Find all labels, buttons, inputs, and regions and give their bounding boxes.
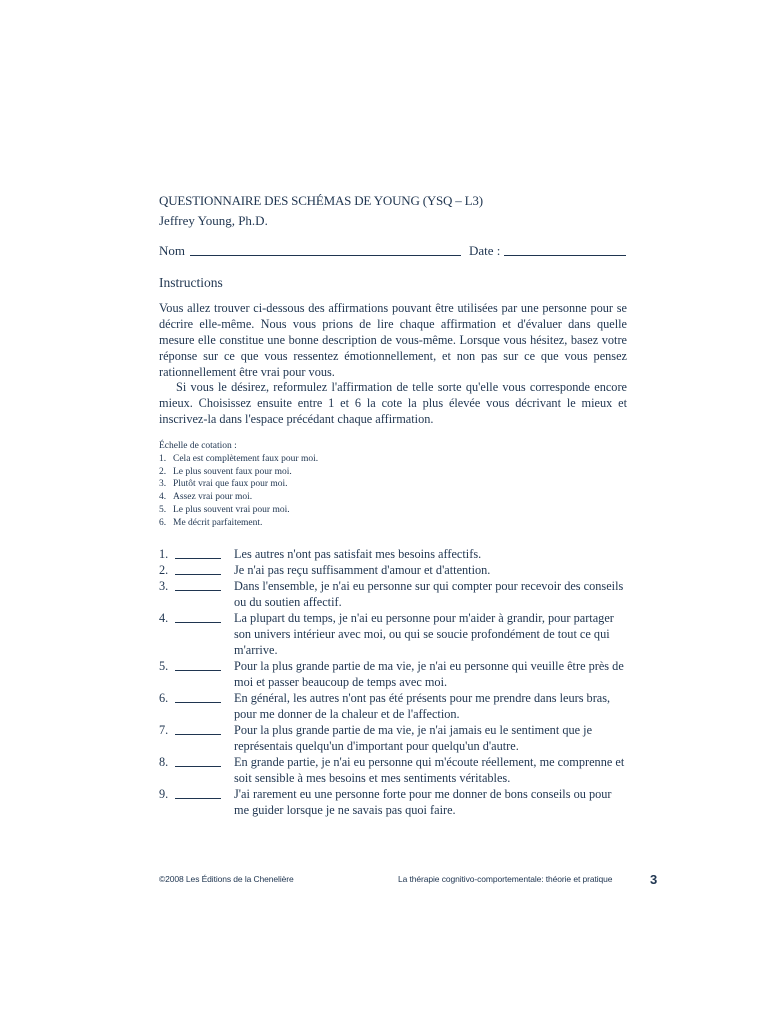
questionnaire-title: QUESTIONNAIRE DES SCHÉMAS DE YOUNG (YSQ – L3) <box>159 193 483 208</box>
footer-copyright: ©2008 Les Éditions de la Chenelière <box>159 874 294 884</box>
question-text: Je n'ai pas reçu suffisamment d'amour et d'attention. <box>234 563 491 577</box>
answer-blank[interactable] <box>175 754 221 767</box>
rating-text: Assez vrai pour moi. <box>173 492 253 503</box>
question-text: Les autres n'ont pas satisfait mes besoins affectifs. <box>234 547 482 561</box>
rating-scale <box>159 440 318 530</box>
question-number: 5. <box>159 659 169 673</box>
question-item <box>159 786 629 818</box>
question-text: En général, les autres n'ont pas été présents pour me prendre dans leurs bras, pour me donner de la chaleur et de l'affection. <box>234 691 611 721</box>
answer-blank[interactable] <box>175 690 221 703</box>
rating-text: Le plus souvent vrai pour moi. <box>173 504 290 515</box>
question-item <box>159 690 629 722</box>
footer-book-title: La thérapie cognitivo-comportementale: théorie et pratique <box>398 874 613 884</box>
rating-scale-item <box>159 453 318 466</box>
rating-number: 1. <box>159 453 167 464</box>
rating-number: 2. <box>159 466 167 477</box>
rating-scale-list <box>159 453 318 530</box>
page-number: 3 <box>650 872 658 887</box>
question-item <box>159 754 629 786</box>
question-number: 3. <box>159 579 169 593</box>
answer-blank[interactable] <box>175 578 221 591</box>
question-text: La plupart du temps, je n'ai eu personne pour m'aider à grandir, pour partager son univers intérieur avec moi, ou qui se soucie profondément de tout ce qui m'arrive. <box>234 611 614 657</box>
rating-scale-item <box>159 478 318 491</box>
question-text: Pour la plus grande partie de ma vie, je n'ai eu personne qui veuille être près de moi et passer beaucoup de temps avec moi. <box>234 659 624 689</box>
question-number: 9. <box>159 787 169 801</box>
instructions-heading: Instructions <box>159 275 223 290</box>
question-item <box>159 610 629 658</box>
rating-scale-title: Échelle de cotation : <box>159 441 237 451</box>
question-number: 8. <box>159 755 169 769</box>
rating-number: 5. <box>159 504 167 515</box>
answer-blank[interactable] <box>175 658 221 671</box>
rating-scale-item <box>159 466 318 479</box>
answer-blank[interactable] <box>175 786 221 799</box>
question-number: 1. <box>159 547 169 561</box>
question-number: 6. <box>159 691 169 705</box>
name-field-line[interactable] <box>190 255 461 256</box>
question-number: 7. <box>159 723 169 737</box>
rating-number: 3. <box>159 479 167 490</box>
answer-blank[interactable] <box>175 610 221 623</box>
rating-scale-item <box>159 504 318 517</box>
rating-number: 4. <box>159 492 167 503</box>
question-text: J'ai rarement eu une personne forte pour me donner de bons conseils ou pour me guider lorsque je ne savais pas quoi faire. <box>234 787 612 817</box>
rating-text: Me décrit parfaitement. <box>173 517 263 528</box>
question-text: Pour la plus grande partie de ma vie, je n'ai jamais eu le sentiment que je représentais quelqu'un d'important pour quelqu'un d'autre. <box>234 723 593 753</box>
question-number: 4. <box>159 611 169 625</box>
answer-blank[interactable] <box>175 562 221 575</box>
rating-scale-item <box>159 491 318 504</box>
question-item <box>159 546 629 562</box>
name-date-row <box>159 243 627 261</box>
question-text: En grande partie, je n'ai eu personne qui m'écoute réellement, me comprenne et soit sensible à mes besoins et mes sentiments véritables. <box>234 755 625 785</box>
question-item <box>159 578 629 610</box>
questions-list <box>159 546 629 818</box>
answer-blank[interactable] <box>175 722 221 735</box>
rating-text: Le plus souvent faux pour moi. <box>173 466 292 477</box>
question-item <box>159 658 629 690</box>
instructions-paragraph-2: Si vous le désirez, reformulez l'affirmation de telle sorte qu'elle vous corresponde encore mieux. Choisissez ensuite entre 1 et 6 la cote la plus élevée vous décrivant le mieux et inscrivez-la dans l'espace précédant chaque affirmation. <box>159 380 627 426</box>
question-number: 2. <box>159 563 169 577</box>
question-item <box>159 562 629 578</box>
question-text: Dans l'ensemble, je n'ai eu personne sur qui compter pour recevoir des conseils ou du soutien affectif. <box>234 579 624 609</box>
page-footer <box>159 874 659 890</box>
date-field-line[interactable] <box>504 255 626 256</box>
rating-text: Cela est complètement faux pour moi. <box>173 453 319 464</box>
author-name: Jeffrey Young, Ph.D. <box>159 213 268 228</box>
instructions-paragraph-1: Vous allez trouver ci-dessous des affirmations pouvant être utilisées par une personne pour se décrire elle-même. Nous vous prions de lire chaque affirmation et d'évaluer dans quelle mesure elle constitue une bonne description de vous-même. Lorsque vous hésitez, basez votre réponse sur ce que vous ressentez émotionnellement, et non pas sur ce que vous pensez rationnellement être vrai pour vous. <box>159 301 627 379</box>
answer-blank[interactable] <box>175 546 221 559</box>
question-item <box>159 722 629 754</box>
date-label: Date : <box>469 243 501 258</box>
name-label: Nom <box>159 243 185 258</box>
rating-number: 6. <box>159 517 167 528</box>
rating-scale-item <box>159 517 318 530</box>
rating-text: Plutôt vrai que faux pour moi. <box>173 479 288 490</box>
